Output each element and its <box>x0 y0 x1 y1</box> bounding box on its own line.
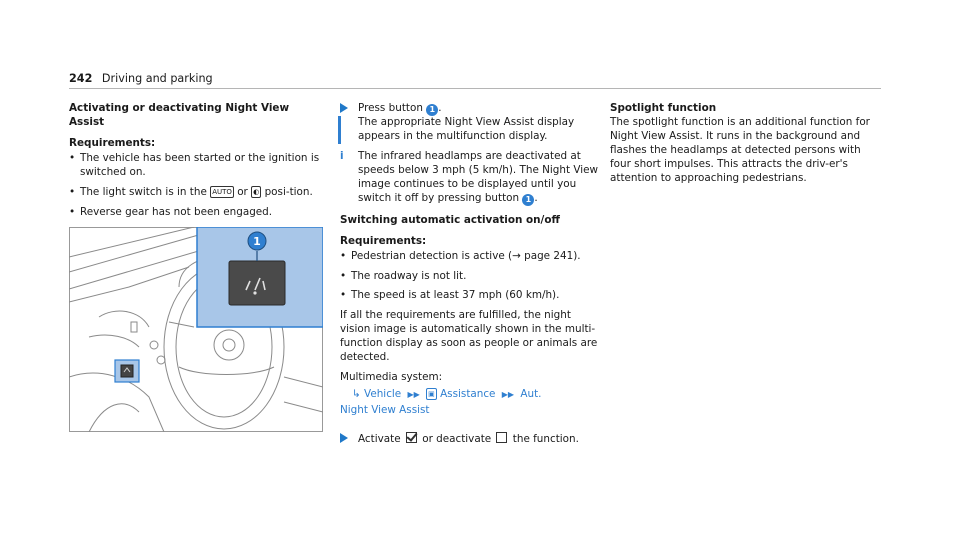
path-vehicle: Vehicle <box>364 388 402 401</box>
path-assistance: Assistance <box>440 388 496 401</box>
section-heading: Switching automatic activation on/off <box>340 213 560 226</box>
paragraph: If all the requirements are fulfilled, the night vision image is automatically shown in the multi-function display as soon as people or animals are detected. <box>340 309 598 364</box>
menu-path <box>340 388 602 402</box>
checked-box-icon <box>406 432 417 443</box>
requirements-label: Requirements: <box>340 234 427 247</box>
path-arrow-icon: ↳ <box>352 388 361 401</box>
column-middle <box>340 102 602 451</box>
requirements-list <box>69 152 327 220</box>
unchecked-box-icon <box>496 432 507 443</box>
list-item: • Pedestrian detection is active (→ page 241). <box>340 250 602 264</box>
step-result: The appropriate Night View Assist display appears in the multifunction display. <box>358 116 575 142</box>
section-title: Driving and parking <box>101 72 213 85</box>
requirements-list <box>340 250 602 304</box>
step-bar <box>338 116 341 144</box>
page-number: 242 <box>69 72 93 85</box>
column-left <box>69 102 327 226</box>
list-item: • The speed is at least 37 mph (60 km/h). <box>340 289 602 303</box>
list-item: • Reverse gear has not been engaged. <box>69 206 327 220</box>
low-beam-icon: ◐ <box>253 187 260 196</box>
paragraph: The spotlight function is an additional function for Night View Assist. It runs in the background and flashes the headlamps at detected persons with four short impulses. This attracts the driv-er's attention to approaching pedestrians. <box>610 115 870 184</box>
callout-badge-icon: 1 <box>522 194 534 206</box>
double-arrow-icon: ▶▶ <box>407 390 420 400</box>
info-note: i The infrared headlamps are deactivated at speeds below 3 mph (5 km/h). The Night View image continues to be displayed until you switch it off by pressing button 1 . <box>340 149 599 204</box>
section-heading: Spotlight function <box>610 102 717 114</box>
list-item: • The light switch is in the AUTO or ◐ posi-tion. <box>69 186 327 200</box>
callout-badge-icon: 1 <box>426 104 438 116</box>
page-header <box>69 71 213 86</box>
path-aut: Aut. <box>520 388 542 401</box>
action-arrow-icon <box>340 103 348 113</box>
section-heading: Activating or deactivating Night View Assist <box>69 102 290 128</box>
action-step: Press button 1 . The appropriate Night View Assist display appears in the multifunction display. <box>340 102 602 144</box>
header-rule <box>69 88 881 89</box>
column-right <box>610 102 882 192</box>
multimedia-label: Multimedia system: <box>340 371 443 384</box>
assistance-icon: ▣ <box>428 390 435 399</box>
info-icon: i <box>340 149 344 162</box>
callout-number: 1 <box>253 235 261 248</box>
cockpit-illustration <box>69 227 323 432</box>
double-arrow-icon: ▶▶ <box>501 390 515 400</box>
auto-light-icon: AUTO <box>212 187 232 196</box>
action-arrow-icon <box>340 433 348 443</box>
requirements-label: Requirements: <box>69 136 156 149</box>
list-item: • The vehicle has been started or the ignition is switched on. <box>69 152 327 180</box>
list-item: • The roadway is not lit. <box>340 270 602 284</box>
action-step: Activate or deactivate the function. <box>340 432 602 447</box>
path-night-view: Night View Assist <box>340 404 430 416</box>
